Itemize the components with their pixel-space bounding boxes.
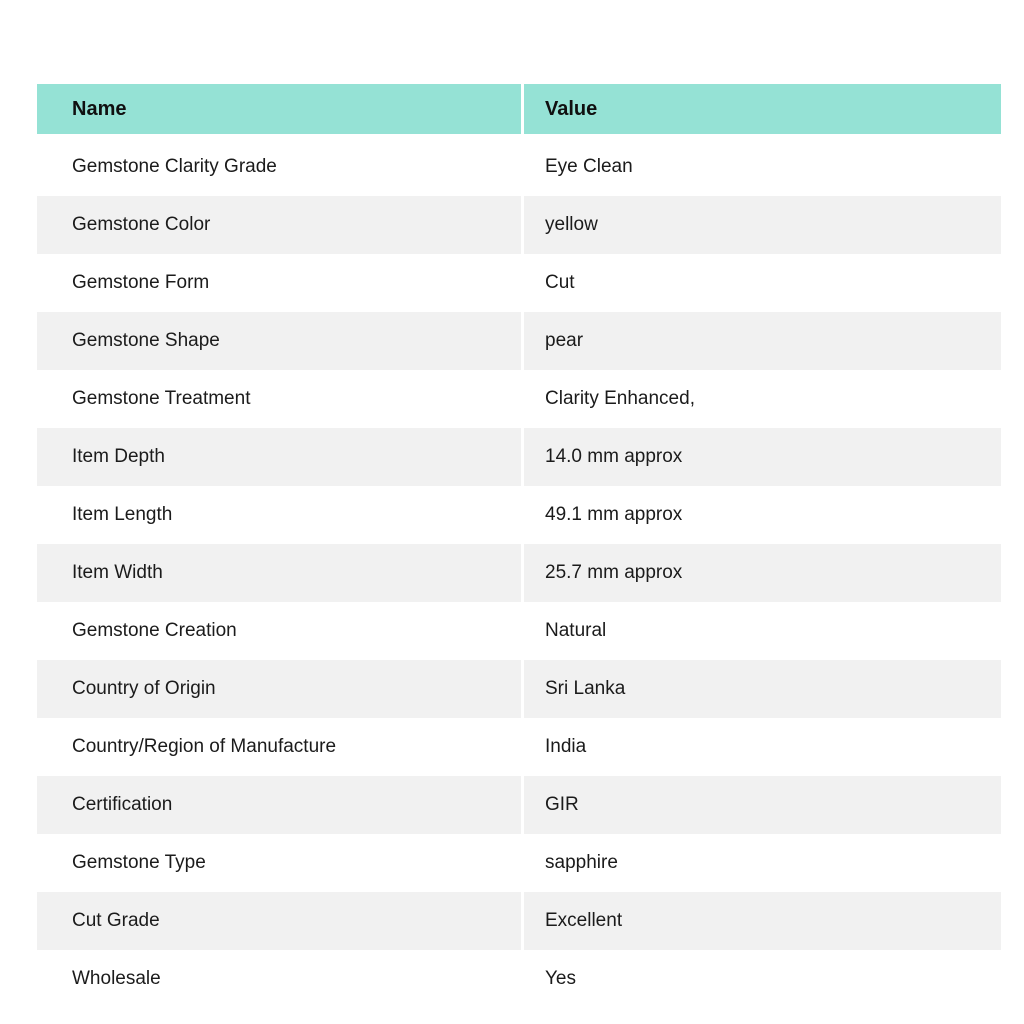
table-body (37, 138, 1001, 1008)
table-row (37, 312, 1001, 370)
table-row (37, 718, 1001, 776)
spec-value-cell: 25.7 mm approx (524, 544, 1001, 602)
column-header-name: Name (37, 84, 521, 134)
spec-value-cell: yellow (524, 196, 1001, 254)
table-row (37, 196, 1001, 254)
table-row (37, 660, 1001, 718)
table-row (37, 892, 1001, 950)
spec-value-cell: Cut (545, 272, 575, 293)
spec-value-cell: Eye Clean (545, 156, 633, 177)
spec-name-cell: Item Depth (37, 428, 521, 486)
spec-value-cell: sapphire (545, 852, 618, 873)
spec-name-cell: Gemstone Form (72, 272, 210, 293)
spec-value-cell: 49.1 mm approx (545, 504, 683, 525)
spec-name-cell: Wholesale (72, 968, 161, 989)
spec-name-cell: Item Length (72, 504, 173, 525)
spec-table (37, 84, 1001, 1008)
column-header-value: Value (524, 84, 1001, 134)
spec-name-cell: Gemstone Color (37, 196, 521, 254)
spec-name-cell: Gemstone Treatment (72, 388, 251, 409)
spec-value-cell: 14.0 mm approx (524, 428, 1001, 486)
table-row (37, 254, 1001, 312)
spec-value-cell: Sri Lanka (524, 660, 1001, 718)
table-row (37, 428, 1001, 486)
table-row (37, 602, 1001, 660)
spec-name-cell: Gemstone Type (72, 852, 206, 873)
spec-name-cell: Gemstone Clarity Grade (72, 156, 277, 177)
spec-name-cell: Country/Region of Manufacture (72, 736, 337, 757)
spec-value-cell: Excellent (524, 892, 1001, 950)
spec-value-cell: Clarity Enhanced, (545, 388, 695, 409)
spec-name-cell: Gemstone Shape (37, 312, 521, 370)
spec-name-cell: Certification (37, 776, 521, 834)
spec-name-cell: Cut Grade (37, 892, 521, 950)
spec-name-cell: Country of Origin (37, 660, 521, 718)
table-header-row (37, 84, 1001, 134)
spec-name-cell: Item Width (37, 544, 521, 602)
table-row (37, 776, 1001, 834)
spec-value-cell: GIR (524, 776, 1001, 834)
table-row (37, 138, 1001, 196)
spec-name-cell: Gemstone Creation (72, 620, 237, 641)
spec-value-cell: pear (524, 312, 1001, 370)
spec-value-cell: Natural (545, 620, 607, 641)
table-row (37, 370, 1001, 428)
table-row (37, 544, 1001, 602)
table-row (37, 486, 1001, 544)
table-row (37, 834, 1001, 892)
spec-value-cell: India (545, 736, 587, 757)
table-row (37, 950, 1001, 1008)
spec-value-cell: Yes (545, 968, 576, 989)
